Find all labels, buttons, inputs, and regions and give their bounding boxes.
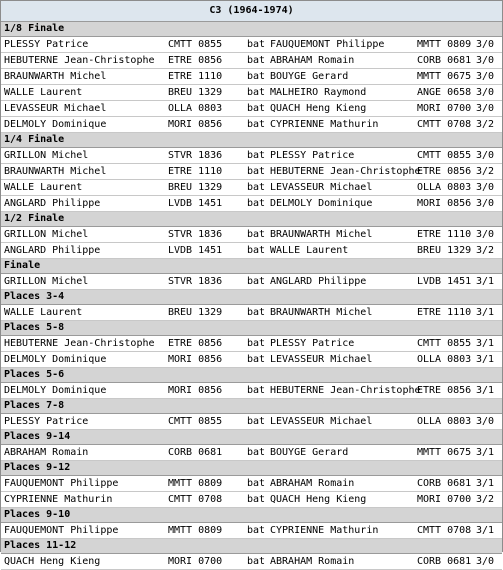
club-1: OLLA 0803 <box>168 103 223 114</box>
match-row <box>1 352 502 368</box>
player-2: CYPRIENNE Mathurin <box>270 525 379 536</box>
club-1: CMTT 0708 <box>168 494 223 505</box>
player-1: WALLE Laurent <box>4 182 83 193</box>
club-2: MORI 0856 <box>417 198 472 209</box>
bat-word: bat <box>247 276 266 287</box>
section-header: Places 9-14 <box>1 430 502 445</box>
club-2: ETRE 0856 <box>417 385 472 396</box>
section-header: Places 7-8 <box>1 399 502 414</box>
match-row <box>1 383 502 399</box>
club-2: CMTT 0708 <box>417 525 472 536</box>
section-header: Places 5-6 <box>1 368 502 383</box>
club-2: CMTT 0708 <box>417 119 472 130</box>
club-1: CORB 0681 <box>168 447 223 458</box>
player-2: CYPRIENNE Mathurin <box>270 119 379 130</box>
score: 3/0 <box>476 556 495 567</box>
bat-word: bat <box>247 119 266 130</box>
player-2: LEVASSEUR Michael <box>270 416 373 427</box>
player-1: WALLE Laurent <box>4 307 83 318</box>
bat-word: bat <box>247 198 266 209</box>
section-header: 1/2 Finale <box>1 212 502 227</box>
sections-container <box>1 22 502 570</box>
bat-word: bat <box>247 447 266 458</box>
score: 3/0 <box>476 71 495 82</box>
player-1: GRILLON Michel <box>4 150 89 161</box>
club-2: MORI 0700 <box>417 103 472 114</box>
club-1: MORI 0856 <box>168 354 223 365</box>
player-1: FAUQUEMONT Philippe <box>4 525 119 536</box>
player-1: HEBUTERNE Jean-Christophe <box>4 338 155 349</box>
score: 3/0 <box>476 182 495 193</box>
player-1: HEBUTERNE Jean-Christophe <box>4 55 155 66</box>
match-row <box>1 148 502 164</box>
match-row <box>1 53 502 69</box>
score: 3/1 <box>476 354 495 365</box>
player-1: ABRAHAM Romain <box>4 447 89 458</box>
player-1: GRILLON Michel <box>4 229 89 240</box>
match-row <box>1 101 502 117</box>
player-1: PLESSY Patrice <box>4 416 89 427</box>
player-2: FAUQUEMONT Philippe <box>270 39 385 50</box>
player-1: ANGLARD Philippe <box>4 245 101 256</box>
score: 3/0 <box>476 87 495 98</box>
bat-word: bat <box>247 494 266 505</box>
score: 3/0 <box>476 198 495 209</box>
match-row <box>1 243 502 259</box>
player-2: ABRAHAM Romain <box>270 478 355 489</box>
club-1: ETRE 1110 <box>168 166 223 177</box>
club-1: LVDB 1451 <box>168 245 223 256</box>
player-2: ANGLARD Philippe <box>270 276 367 287</box>
bat-word: bat <box>247 71 266 82</box>
bat-word: bat <box>247 87 266 98</box>
player-1: ANGLARD Philippe <box>4 198 101 209</box>
club-2: MMTT 0675 <box>417 71 472 82</box>
club-1: STVR 1836 <box>168 229 223 240</box>
score: 3/1 <box>476 307 495 318</box>
score: 3/0 <box>476 39 495 50</box>
player-2: MALHEIRO Raymond <box>270 87 367 98</box>
player-1: PLESSY Patrice <box>4 39 89 50</box>
player-2: BRAUNWARTH Michel <box>270 229 373 240</box>
section-header: Places 9-12 <box>1 461 502 476</box>
club-1: BREU 1329 <box>168 182 223 193</box>
section-header: Places 11-12 <box>1 539 502 554</box>
player-1: BRAUNWARTH Michel <box>4 166 107 177</box>
match-row <box>1 336 502 352</box>
club-1: LVDB 1451 <box>168 198 223 209</box>
player-2: QUACH Heng Kieng <box>270 494 367 505</box>
player-1: BRAUNWARTH Michel <box>4 71 107 82</box>
club-1: BREU 1329 <box>168 87 223 98</box>
club-1: MMTT 0809 <box>168 525 223 536</box>
player-2: DELMOLY Dominique <box>270 198 373 209</box>
score: 3/1 <box>476 276 495 287</box>
score: 3/2 <box>476 166 495 177</box>
match-row <box>1 476 502 492</box>
bat-word: bat <box>247 525 266 536</box>
bat-word: bat <box>247 385 266 396</box>
match-row <box>1 37 502 53</box>
match-row <box>1 117 502 133</box>
club-2: CMTT 0855 <box>417 338 472 349</box>
section-header: 1/8 Finale <box>1 22 502 37</box>
score: 3/0 <box>476 103 495 114</box>
club-2: BREU 1329 <box>417 245 472 256</box>
score: 3/1 <box>476 338 495 349</box>
club-1: MORI 0856 <box>168 385 223 396</box>
score: 3/0 <box>476 150 495 161</box>
player-2: ABRAHAM Romain <box>270 55 355 66</box>
player-1: QUACH Heng Kieng <box>4 556 101 567</box>
match-row <box>1 227 502 243</box>
match-row <box>1 414 502 430</box>
score: 3/1 <box>476 447 495 458</box>
player-2: BOUYGE Gerard <box>270 71 349 82</box>
player-2: PLESSY Patrice <box>270 150 355 161</box>
club-2: LVDB 1451 <box>417 276 472 287</box>
club-2: OLLA 0803 <box>417 354 472 365</box>
player-2: ABRAHAM Romain <box>270 556 355 567</box>
player-1: DELMOLY Dominique <box>4 354 107 365</box>
section-header: Places 3-4 <box>1 290 502 305</box>
match-row <box>1 523 502 539</box>
match-row <box>1 274 502 290</box>
bat-word: bat <box>247 182 266 193</box>
score: 3/2 <box>476 494 495 505</box>
club-2: CORB 0681 <box>417 55 472 66</box>
bat-word: bat <box>247 103 266 114</box>
bat-word: bat <box>247 150 266 161</box>
club-2: MMTT 0675 <box>417 447 472 458</box>
club-2: ETRE 1110 <box>417 229 472 240</box>
bat-word: bat <box>247 39 266 50</box>
club-2: OLLA 0803 <box>417 182 472 193</box>
club-1: MMTT 0809 <box>168 478 223 489</box>
club-2: OLLA 0803 <box>417 416 472 427</box>
bat-word: bat <box>247 354 266 365</box>
score: 3/0 <box>476 229 495 240</box>
player-2: LEVASSEUR Michael <box>270 354 373 365</box>
score: 3/0 <box>476 416 495 427</box>
player-2: HEBUTERNE Jean-Christophe <box>270 166 421 177</box>
bat-word: bat <box>247 245 266 256</box>
match-row <box>1 180 502 196</box>
club-2: ETRE 0856 <box>417 166 472 177</box>
club-2: MORI 0700 <box>417 494 472 505</box>
bat-word: bat <box>247 556 266 567</box>
section-header: Finale <box>1 259 502 274</box>
score: 3/2 <box>476 119 495 130</box>
bat-word: bat <box>247 416 266 427</box>
match-row <box>1 305 502 321</box>
club-1: BREU 1329 <box>168 307 223 318</box>
player-1: WALLE Laurent <box>4 87 83 98</box>
player-2: BRAUNWARTH Michel <box>270 307 373 318</box>
player-2: BOUYGE Gerard <box>270 447 349 458</box>
player-1: GRILLON Michel <box>4 276 89 287</box>
table-title: C3 (1964-1974) <box>1 1 502 22</box>
bat-word: bat <box>247 307 266 318</box>
club-2: CORB 0681 <box>417 478 472 489</box>
club-2: CMTT 0855 <box>417 150 472 161</box>
score: 3/1 <box>476 478 495 489</box>
section-header: Places 9-10 <box>1 508 502 523</box>
club-1: CMTT 0855 <box>168 416 223 427</box>
club-1: ETRE 1110 <box>168 71 223 82</box>
section-header: Places 5-8 <box>1 321 502 336</box>
bat-word: bat <box>247 478 266 489</box>
match-row <box>1 69 502 85</box>
player-2: PLESSY Patrice <box>270 338 355 349</box>
club-2: CORB 0681 <box>417 556 472 567</box>
club-1: STVR 1836 <box>168 150 223 161</box>
club-2: ANGE 0658 <box>417 87 472 98</box>
match-row <box>1 85 502 101</box>
match-row <box>1 492 502 508</box>
bat-word: bat <box>247 55 266 66</box>
match-row <box>1 196 502 212</box>
match-row <box>1 554 502 570</box>
bat-word: bat <box>247 338 266 349</box>
score: 3/1 <box>476 525 495 536</box>
club-2: MMTT 0809 <box>417 39 472 50</box>
club-1: ETRE 0856 <box>168 55 223 66</box>
player-2: QUACH Heng Kieng <box>270 103 367 114</box>
player-2: WALLE Laurent <box>270 245 349 256</box>
player-1: DELMOLY Dominique <box>4 119 107 130</box>
player-1: CYPRIENNE Mathurin <box>4 494 113 505</box>
bat-word: bat <box>247 166 266 177</box>
bat-word: bat <box>247 229 266 240</box>
player-2: LEVASSEUR Michael <box>270 182 373 193</box>
match-row <box>1 445 502 461</box>
club-1: MORI 0856 <box>168 119 223 130</box>
club-1: CMTT 0855 <box>168 39 223 50</box>
match-row <box>1 164 502 180</box>
score: 3/2 <box>476 245 495 256</box>
score: 3/0 <box>476 55 495 66</box>
club-2: ETRE 1110 <box>417 307 472 318</box>
club-1: ETRE 0856 <box>168 338 223 349</box>
player-1: FAUQUEMONT Philippe <box>4 478 119 489</box>
section-header: 1/4 Finale <box>1 133 502 148</box>
club-1: MORI 0700 <box>168 556 223 567</box>
club-1: STVR 1836 <box>168 276 223 287</box>
player-2: HEBUTERNE Jean-Christophe <box>270 385 421 396</box>
player-1: DELMOLY Dominique <box>4 385 107 396</box>
player-1: LEVASSEUR Michael <box>4 103 107 114</box>
score: 3/1 <box>476 385 495 396</box>
